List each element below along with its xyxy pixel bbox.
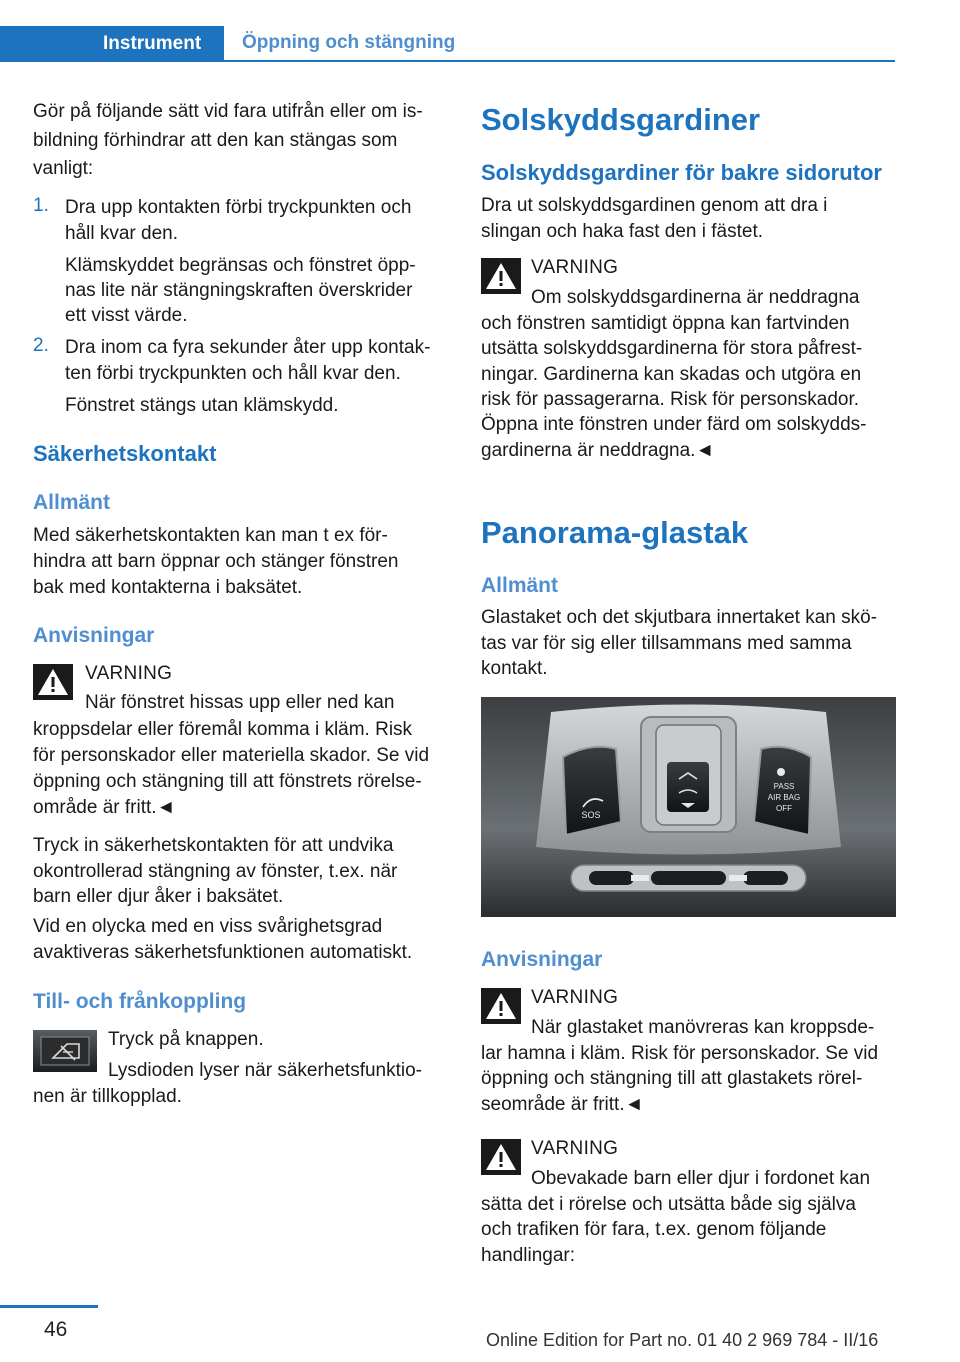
tryck-line-2: okontrollerad stängning av fönster, t.ex. när [33, 861, 398, 882]
airbag-icon [777, 768, 785, 776]
warning-line-4: öppning och stängning till att fönstrets rörelse- [33, 771, 422, 792]
intro-line-2: bildning förhindrar att den kan stängas som [33, 130, 398, 151]
warning-title: VARNING [85, 663, 173, 684]
warning2-line-4: seområde är fritt.◄ [481, 1094, 644, 1115]
warning-triangle-icon [481, 988, 521, 1024]
heading-solskyddsgardiner: Solskyddsgardiner [481, 102, 761, 137]
off-label: OFF [776, 804, 792, 813]
airbag-label: AIR BAG [767, 793, 801, 802]
warning2-title: VARNING [531, 987, 619, 1008]
heading-sakerhetskontakt: Säkerhetskontakt [33, 441, 217, 466]
warning3-line-4: handlingar: [481, 1245, 576, 1266]
allmant-line-3: bak med kontakterna i baksätet. [33, 577, 303, 598]
heading-allmant-panorama: Allmänt [481, 574, 559, 597]
header-tabs [0, 26, 895, 62]
warning-line-5: område är fritt.◄ [33, 797, 176, 818]
sos-label: SOS [581, 810, 601, 820]
step-1-note-1: Klämskyddet begränsas och fönstret öpp- [65, 255, 416, 276]
button-text-1: Tryck på knappen. [108, 1029, 264, 1050]
tab-instrument[interactable]: Instrument [0, 26, 224, 62]
step-2-note-1: Fönstret stängs utan klämskydd. [65, 395, 339, 416]
warning1-title: VARNING [531, 257, 619, 278]
warning3-line-2: sätta det i rörelse och utsätta både sig själva [481, 1194, 856, 1215]
intro-line-3: vanligt: [33, 158, 94, 179]
warning-line-3: för personskador eller materiella skador. Se vid [33, 745, 430, 766]
warning1-line-7: gardinerna är neddragna.◄ [481, 440, 715, 461]
warning-triangle-icon [481, 1139, 521, 1175]
warning-triangle-icon [33, 664, 73, 700]
solskydd-line-2: slingan och haka fast den i fästet. [481, 221, 764, 242]
overhead-control-panel-photo [481, 697, 896, 917]
panorama-line-3: kontakt. [481, 658, 548, 679]
olycka-line-1: Vid en olycka med en viss svårighetsgrad [33, 916, 383, 937]
warning1-line-3: utsätta solskyddsgardinerna för stora påfrest- [481, 338, 863, 359]
footer-edition: Online Edition for Part no. 01 40 2 969 784 - II/16 [486, 1330, 879, 1350]
tab-oppning-och-stangning[interactable]: Öppning och stängning [242, 32, 456, 53]
warning3-line-3: och trafiken för fara, t.ex. genom följande [481, 1219, 827, 1240]
step-1-line-2: håll kvar den. [65, 223, 179, 244]
warning1-line-4: ningar. Gardinerna kan skadas och utgöra en [481, 364, 862, 385]
warning3-line-1: Obevakade barn eller djur i fordonet kan [531, 1168, 871, 1189]
heading-till-och-frankoppling: Till- och frånkoppling [33, 990, 247, 1013]
warning1-line-6: Öppna inte fönstren under färd om solskydds- [481, 414, 867, 435]
allmant-line-1: Med säkerhetskontakten kan man t ex för- [33, 525, 388, 546]
child-lock-button-icon [33, 1030, 97, 1072]
step-1-line-1: Dra upp kontakten förbi tryckpunkten och [65, 197, 412, 218]
olycka-line-2: avaktiveras säkerhetsfunktionen automatiskt. [33, 942, 413, 963]
panorama-line-2: tas var för sig eller tillsammans med samma [481, 633, 852, 654]
warning3-title: VARNING [531, 1138, 619, 1159]
button-text-2-line-1: Lysdioden lyser när säkerhetsfunktio- [108, 1060, 423, 1081]
warning1-line-1: Om solskyddsgardinerna är neddragna [531, 287, 860, 308]
tryck-line-1: Tryck in säkerhetskontakten för att undvika [33, 835, 394, 856]
step-2-line-1: Dra inom ca fyra sekunder åter upp kontak- [65, 337, 431, 358]
heading-solskydd-sub: Solskyddsgardiner för bakre sidorutor [481, 160, 882, 185]
warning2-line-3: öppning och stängning till att glastakets rörel- [481, 1068, 863, 1089]
page-number: 46 [44, 1318, 68, 1341]
step-number-1: 1. [33, 195, 49, 216]
warning-line-1: När fönstret hissas upp eller ned kan [85, 692, 395, 713]
warning1-line-2: och fönstren samtidigt öppna kan fartvinden [481, 313, 850, 334]
heading-allmant: Allmänt [33, 491, 111, 514]
step-2-line-2: ten förbi tryckpunkten och håll kvar den. [65, 363, 401, 384]
button-text-2-line-2: nen är tillkopplad. [33, 1086, 182, 1107]
warning-line-2: kroppsdelar eller föremål komma i kläm. Risk [33, 719, 413, 740]
step-1-note-3: ett visst värde. [65, 305, 188, 326]
intro-line-1: Gör på följande sätt vid fara utifrån eller om is- [33, 101, 423, 122]
warning1-line-5: risk för passagerarna. Risk för personskador. [481, 389, 860, 410]
pass-label: PASS [773, 782, 795, 791]
step-1-note-2: nas lite när stängningskraften överskrider [65, 280, 413, 301]
header-divider [0, 60, 895, 62]
overhead-panel-illustration [481, 697, 896, 917]
tryck-line-3: barn eller djur åker i baksätet. [33, 886, 284, 907]
warning2-line-1: När glastaket manövreras kan kroppsde- [531, 1017, 875, 1038]
allmant-line-2: hindra att barn öppnar och stänger fönstren [33, 551, 399, 572]
solskydd-line-1: Dra ut solskyddsgardinen genom att dra i [481, 195, 828, 216]
heading-anvisningar-panorama: Anvisningar [481, 948, 603, 971]
step-number-2: 2. [33, 335, 49, 356]
warning2-line-2: lar hamna i kläm. Risk för personskador. Se vid [481, 1043, 879, 1064]
heading-anvisningar: Anvisningar [33, 624, 155, 647]
warning-triangle-icon [481, 258, 521, 294]
heading-panorama-glastak: Panorama-glastak [481, 515, 749, 550]
footer-divider [0, 1305, 98, 1308]
panorama-line-1: Glastaket och det skjutbara innertaket kan skö- [481, 607, 878, 628]
